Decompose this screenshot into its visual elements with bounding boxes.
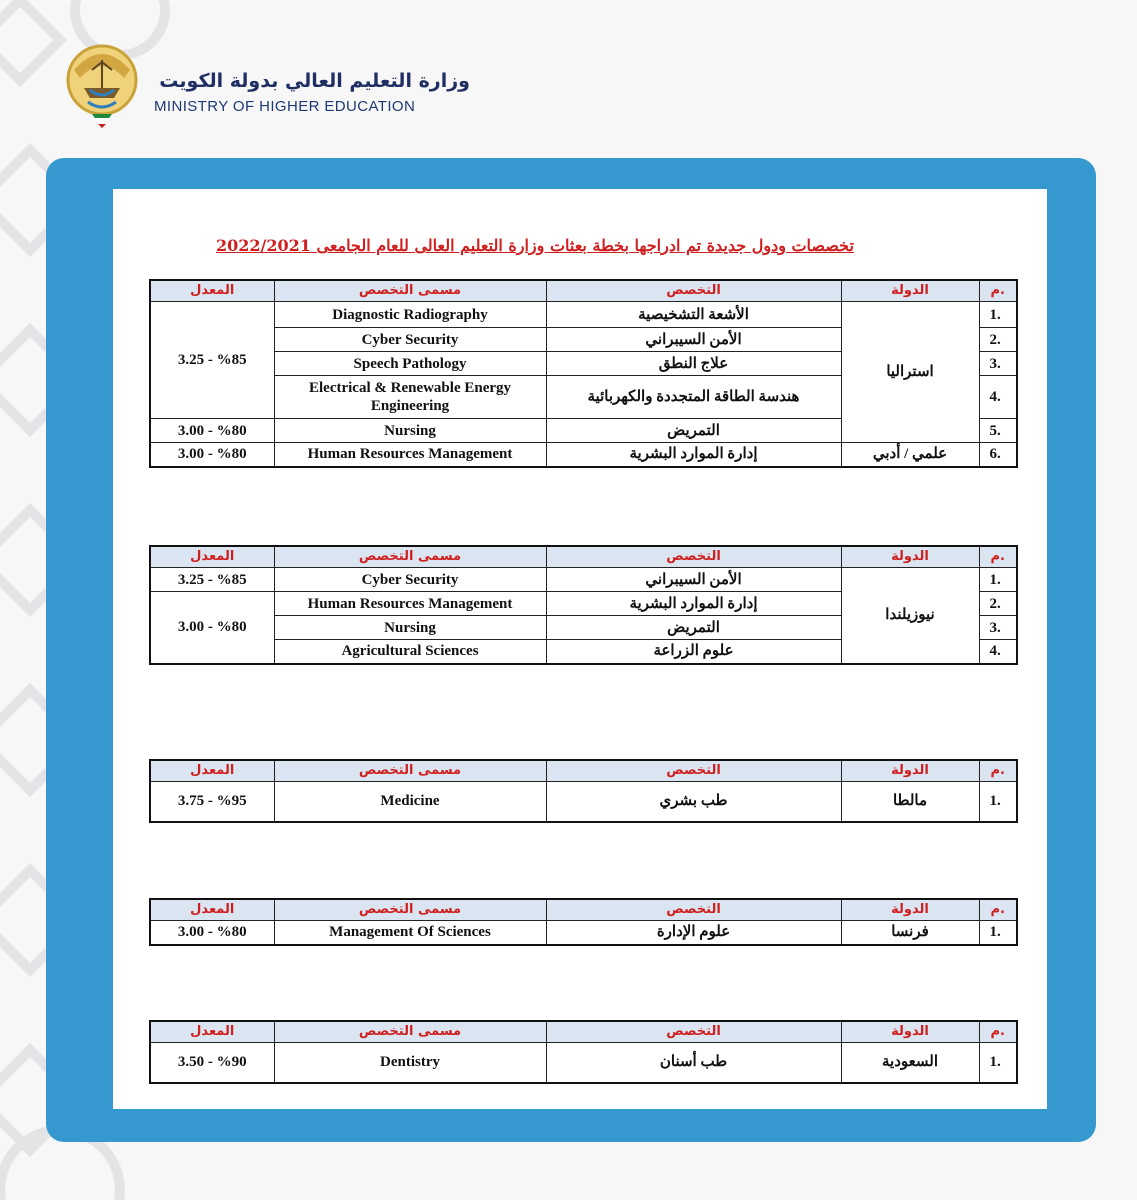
col-country: الدولة [841, 1021, 979, 1043]
table-header-row [150, 1021, 1017, 1043]
col-specialty: التخصص [546, 280, 841, 302]
col-specialty: التخصص [546, 899, 841, 921]
row-number: 1. [979, 568, 1017, 592]
col-num: م. [979, 546, 1017, 568]
col-rate: المعدل [150, 1021, 274, 1043]
country-cell: استراليا [841, 302, 979, 443]
specialty-name-ar: الأمن السيبراني [546, 328, 841, 352]
table-row [150, 568, 1017, 592]
ministry-name-arabic: وزارة التعليم العالي بدولة الكويت [159, 70, 470, 92]
row-number: 1. [979, 782, 1017, 822]
specialty-name-en: Dentistry [274, 1043, 546, 1083]
specialty-name-ar: طب أسنان [546, 1043, 841, 1083]
specialty-name-en: Cyber Security [274, 328, 546, 352]
rate-cell: 3.00 - %80 [150, 443, 274, 467]
specialty-name-ar: علوم الإدارة [546, 921, 841, 945]
table-row [150, 921, 1017, 945]
table-row [150, 302, 1017, 328]
rate-cell: 3.00 - %80 [150, 921, 274, 945]
specialty-name-en: Agricultural Sciences [274, 640, 546, 664]
table-row [150, 443, 1017, 467]
rate-cell: 3.25 - %85 [150, 302, 274, 419]
col-name-en: مسمى التخصص [274, 760, 546, 782]
col-name-en: مسمى التخصص [274, 546, 546, 568]
table-row [150, 1043, 1017, 1083]
col-rate: المعدل [150, 899, 274, 921]
row-number: 3. [979, 616, 1017, 640]
specialty-name-ar: علاج النطق [546, 352, 841, 376]
specialty-name-en: Medicine [274, 782, 546, 822]
row-number: 1. [979, 921, 1017, 945]
document-title: تخصصات ودول جديدة تم ادراجها بخطة بعثات وزارة التعليم العالى للعام الجامعى 2022/2021 [216, 236, 854, 255]
rate-cell: 3.25 - %85 [150, 568, 274, 592]
specialty-name-ar: هندسة الطاقة المتجددة والكهربائية [546, 376, 841, 419]
specialty-name-ar: الأمن السيبراني [546, 568, 841, 592]
row-number: 6. [979, 443, 1017, 467]
col-country: الدولة [841, 546, 979, 568]
col-num: م. [979, 760, 1017, 782]
rate-cell: 3.00 - %80 [150, 419, 274, 443]
track-cell: علمي / أدبي [841, 443, 979, 467]
ministry-header [62, 40, 482, 135]
table-header-row [150, 760, 1017, 782]
specialties-table-australia [149, 279, 1018, 468]
rate-cell: 3.50 - %90 [150, 1043, 274, 1083]
country-cell: السعودية [841, 1043, 979, 1083]
row-number: 4. [979, 640, 1017, 664]
specialty-name-en: Human Resources Management [274, 592, 546, 616]
specialties-table-saudi-arabia [149, 1020, 1018, 1084]
specialty-name-en: Human Resources Management [274, 443, 546, 467]
country-cell: نيوزيلندا [841, 568, 979, 664]
row-number: 1. [979, 1043, 1017, 1083]
specialty-name-ar: الأشعة التشخيصية [546, 302, 841, 328]
specialty-name-en: Nursing [274, 616, 546, 640]
table-header-row [150, 280, 1017, 302]
specialty-name-ar: طب بشري [546, 782, 841, 822]
specialty-name-en: Diagnostic Radiography [274, 302, 546, 328]
col-name-en: مسمى التخصص [274, 280, 546, 302]
col-country: الدولة [841, 899, 979, 921]
col-specialty: التخصص [546, 546, 841, 568]
row-number: 4. [979, 376, 1017, 419]
col-rate: المعدل [150, 760, 274, 782]
country-cell: فرنسا [841, 921, 979, 945]
specialty-name-en: Management Of Sciences [274, 921, 546, 945]
specialties-table-new-zealand [149, 545, 1018, 665]
col-name-en: مسمى التخصص [274, 899, 546, 921]
col-rate: المعدل [150, 546, 274, 568]
ministry-emblem [62, 40, 142, 130]
row-number: 3. [979, 352, 1017, 376]
specialty-name-en: Nursing [274, 419, 546, 443]
row-number: 2. [979, 592, 1017, 616]
rate-cell: 3.00 - %80 [150, 592, 274, 664]
specialty-name-ar: التمريض [546, 616, 841, 640]
specialty-name-en: Speech Pathology [274, 352, 546, 376]
col-name-en: مسمى التخصص [274, 1021, 546, 1043]
table-header-row [150, 546, 1017, 568]
ministry-name-english: MINISTRY OF HIGHER EDUCATION [154, 98, 416, 115]
specialties-table-france [149, 898, 1018, 946]
col-num: م. [979, 1021, 1017, 1043]
specialty-name-ar: إدارة الموارد البشرية [546, 443, 841, 467]
col-country: الدولة [841, 280, 979, 302]
row-number: 1. [979, 302, 1017, 328]
specialty-name-en: Cyber Security [274, 568, 546, 592]
row-number: 5. [979, 419, 1017, 443]
col-num: م. [979, 280, 1017, 302]
col-num: م. [979, 899, 1017, 921]
specialty-name-ar: علوم الزراعة [546, 640, 841, 664]
table-row [150, 782, 1017, 822]
specialties-table-malta [149, 759, 1018, 823]
col-specialty: التخصص [546, 1021, 841, 1043]
col-country: الدولة [841, 760, 979, 782]
specialty-name-ar: إدارة الموارد البشرية [546, 592, 841, 616]
table-header-row [150, 899, 1017, 921]
rate-cell: 3.75 - %95 [150, 782, 274, 822]
col-rate: المعدل [150, 280, 274, 302]
specialty-name-ar: التمريض [546, 419, 841, 443]
row-number: 2. [979, 328, 1017, 352]
country-cell: مالطا [841, 782, 979, 822]
specialty-name-en: Electrical & Renewable Energy Engineering [274, 376, 546, 419]
col-specialty: التخصص [546, 760, 841, 782]
